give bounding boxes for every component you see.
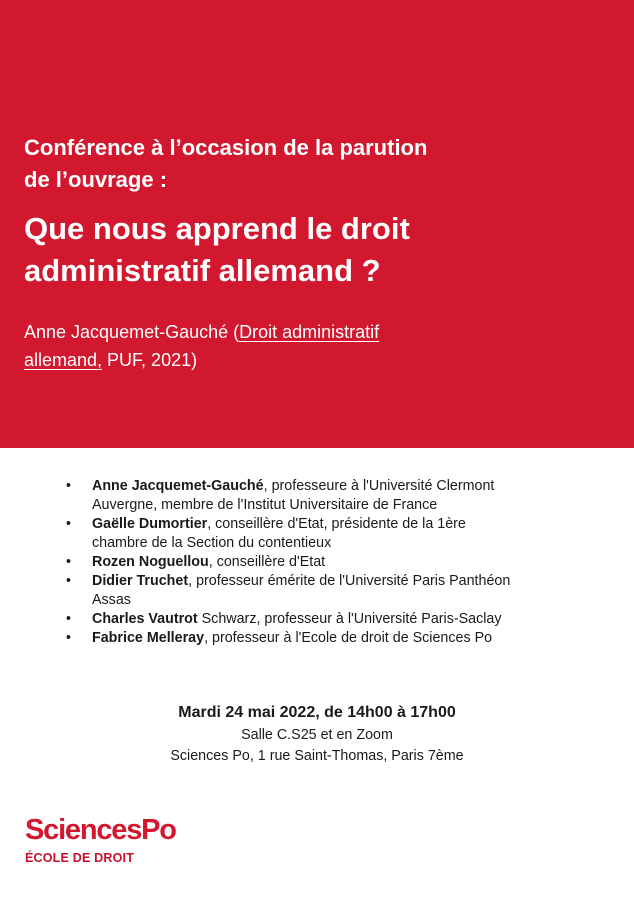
speaker-name: Anne Jacquemet-Gauché xyxy=(92,478,264,494)
bullet-icon: • xyxy=(66,573,72,589)
list-item xyxy=(66,610,614,629)
speaker-list xyxy=(66,477,614,648)
list-item xyxy=(66,515,614,553)
event-subtitle xyxy=(24,132,614,196)
logo-school-name: ÉCOLE DE DROIT xyxy=(25,851,135,865)
bullet-icon: • xyxy=(66,630,72,646)
speaker-name: Charles Vautrot xyxy=(92,611,198,627)
event-address: Sciences Po, 1 rue Saint-Thomas, Paris 7ème xyxy=(170,748,464,764)
speaker-name: Didier Truchet xyxy=(92,573,189,589)
speaker-name: Fabrice Melleray xyxy=(92,630,205,646)
speaker-name: Gaëlle Dumortier xyxy=(92,516,208,532)
speaker-role-continued: Auvergne, membre de l'Institut Universitaire de France xyxy=(92,497,438,513)
list-item xyxy=(66,477,614,515)
title-line-1: Que nous apprend le droit xyxy=(24,211,410,246)
subtitle-line-2: de l’ouvrage : xyxy=(24,167,168,192)
event-details xyxy=(0,701,634,767)
sciencespo-logo xyxy=(25,814,176,866)
title-line-2: administratif allemand ? xyxy=(24,253,381,288)
header-banner xyxy=(0,0,634,448)
bullet-icon: • xyxy=(66,611,72,627)
bullet-icon: • xyxy=(66,554,72,570)
speaker-role: , conseillère d'Etat xyxy=(208,554,326,570)
logo-wordmark: SciencesPo xyxy=(25,814,176,846)
book-title-line-2: allemand, xyxy=(24,350,103,370)
speaker-role: , conseillère d'Etat, présidente de la 1ère xyxy=(207,516,466,532)
speaker-role: Schwarz, professeur à l'Université Paris-Saclay xyxy=(197,611,502,627)
speaker-role: , professeur émérite de l'Université Paris Panthéon xyxy=(188,573,511,589)
book-title-line-1: Droit administratif xyxy=(239,322,380,342)
speaker-role: , professeur à l'Ecole de droit de Sciences Po xyxy=(204,630,493,646)
list-item xyxy=(66,572,614,610)
speaker-role-continued: chambre de la Section du contentieux xyxy=(92,535,332,551)
publisher-info: PUF, 2021) xyxy=(102,350,198,370)
bullet-icon: • xyxy=(66,478,72,494)
event-date: Mardi 24 mai 2022, de 14h00 à 17h00 xyxy=(178,704,456,721)
subtitle-line-1: Conférence à l’occasion de la parution xyxy=(24,135,428,160)
author-name: Anne Jacquemet-Gauché ( xyxy=(24,322,240,342)
list-item xyxy=(66,553,614,572)
book-byline xyxy=(24,318,584,374)
event-title xyxy=(24,208,624,292)
list-item xyxy=(66,629,614,648)
event-room: Salle C.S25 et en Zoom xyxy=(241,727,393,743)
speaker-role-continued: Assas xyxy=(92,592,131,608)
speaker-name: Rozen Noguellou xyxy=(92,554,209,570)
bullet-icon: • xyxy=(66,516,72,532)
speaker-role: , professeure à l'Université Clermont xyxy=(263,478,495,494)
